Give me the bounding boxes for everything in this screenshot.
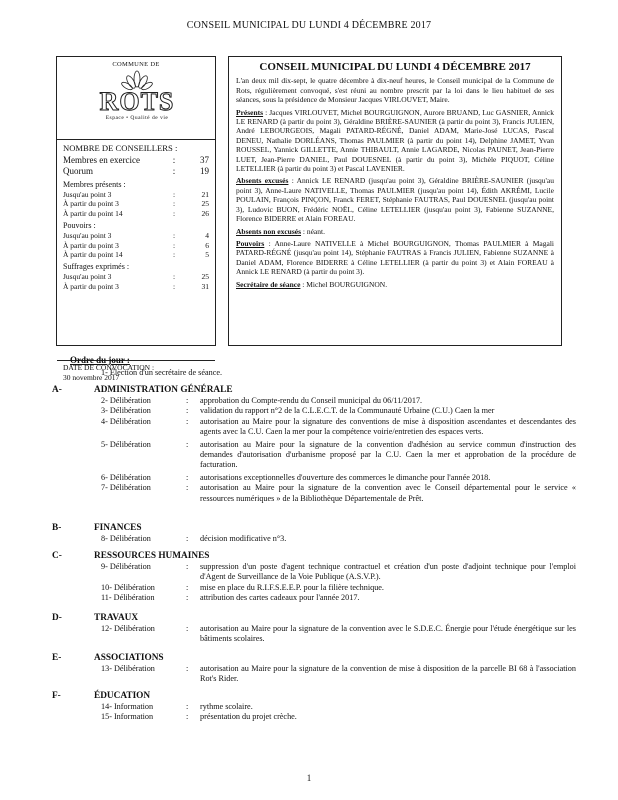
convocation-date: 30 novembre 2017 [63,372,120,382]
section-title: TRAVAUX [94,613,139,623]
stat-row: À partir du point 3 : 25 [63,199,209,209]
section-administration: A- ADMINISTRATION GÉNÉRALE 2- Délibération : approbation du Compte-rendu du Conseil municipal du 06/11/2017. 3- Délibération : validation du rapport n°2 de la C.L.E.C.T. de la Communauté Urbaine (C.U.) Caen la mer 4- Délibération : autorisation au Maire pour la signature des conventions de mise à disposition ascendantes et descendantes des agents avec la C.U. Caen la mer pour la compétence voirie/entretien des espaces verts. 5- Délibération : autorisation au Maire pour la signature de la convention d'adhésion au service commun d'instruction des demandes d'autorisation d'urbanisme proposé par la C.U. Caen la mer et approbation de la procédure de facturation. 6- Délibération : autorisations exceptionnelles d'ouverture des commerces le dimanche pour l'année 2018. 7- Délibération : autorisation au Maire pour la signature de la convention avec le Conseil départemental pour le service « ressources numériques » de la Bibliothèque Départementale de Prêt. [46,384,576,504]
seance-title: CONSEIL MUNICIPAL DU LUNDI 4 DÉCEMBRE 2017 [259,61,531,73]
logo-text: ROTS [99,87,175,116]
suffrages-title: Suffrages exprimés : [63,262,130,272]
stat-row: À partir du point 14 : 26 [63,208,209,218]
presents-title: Membres présents : [63,180,126,189]
agenda-item: 15- Information : présentation du projet crèche. [101,712,297,722]
rots-logo [77,69,197,123]
agenda-item: 5- Délibération : autorisation au Maire pour la signature de la convention d'adhésion au service commun d'instruction des demandes d'autorisation d'urbanisme proposé par la C.U. Caen la mer et approbation de la procédure de facturation. [101,439,576,470]
section-title: FINANCES [94,523,142,533]
stat-row: Jusqu'au point 3 : 21 [63,190,209,199]
section-associations: E- ASSOCIATIONS 13- Délibération : autorisation au Maire pour la signature de la convention de mise à disposition de la parcelle BI 68 à l'association Rot's Rider. [46,652,576,685]
divider [57,139,215,140]
membres-exercice-row: Membres en exercice : 37 [63,155,209,165]
conseillers-stats [63,143,213,291]
pouvoirs-paragraph: Pouvoirs : Anne-Laure NATIVELLE à Michel BOURGUIGNON, Thomas PAULMIER à Magali PATARD-RÉGNÉ (jusqu'au point 14), Stéphanie FAUTRAS à Francis JULIEN, Fabienne SUZANNE à Daniel ADAM, Florence BIDERRE à Céline LETELLIER (à partir du point 3) et Alain FOREAU à Annick LE RENARD (à partir du point 3). [236,238,554,277]
agenda-item: 10- Délibération : mise en place du R.I.F.S.E.E.P. pour la filière technique. [101,582,384,592]
section-title: ÉDUCATION [94,691,151,701]
commune-label: COMMUNE DE [112,61,160,68]
stat-row: Jusqu'au point 3 : 25 [63,272,209,282]
section-ressources-humaines: C- RESSOURCES HUMAINES 9- Délibération : suppression d'un poste d'agent technique contractuel et création d'un poste d'adjoint technique pour l'emploi d'Agent de Surveillance de la Voie Publique (A.S.V.P.). 10- Délibération : mise en place du R.I.F.S.E.E.P. pour la filière technique. 11- Délibération : attribution des cartes cadeaux pour l'année 2017. [46,550,576,604]
agenda-item: 12- Délibération : autorisation au Maire pour la signature de la convention avec le S.D.E.C. Énergie pour l'étude énergétique sur les bâtiments scolaires. [101,624,576,644]
secretaire-paragraph: Secrétaire de séance : Michel BOURGUIGNON. [236,279,388,289]
logo-tagline: Espace • Qualité de vie [105,115,169,121]
agenda-item: 7- Délibération : autorisation au Maire pour la signature de la convention avec le Conseil départemental pour le service « ressources numériques » de la Bibliothèque Départementale de Prêt. [101,483,576,503]
section-title: RESSOURCES HUMAINES [94,551,210,561]
stat-row: À partir du point 3 : 6 [63,240,209,250]
agenda-item: 9- Délibération : suppression d'un poste d'agent technique contractuel et création d'un poste d'adjoint technique pour l'emploi d'Agent de Surveillance de la Voie Publique (A.S.V.P.). [101,562,576,582]
intro-paragraph: L'an deux mil dix-sept, le quatre décembre à dix-neuf heures, le Conseil municipal de la Commune de Rots, régulièrement convoqué, s'est réuni au nombre prescrit par la loi dans le lieu habituel de ses séances, sous la présidence de Monsieur Jacques VIRLOUVET, Maire. [236,76,554,105]
section-title: ASSOCIATIONS [94,653,164,663]
page-header: CONSEIL MUNICIPAL DU LUNDI 4 DÉCEMBRE 2017 [186,20,432,31]
agenda-item: 8- Délibération : décision modificative n°3. [101,534,287,543]
seance-summary-box [228,56,562,346]
agenda-item-1: 1- Élection d'un secrétaire de séance. [101,368,223,377]
agenda-item: 6- Délibération : autorisations exceptionnelles d'ouverture des commerces le dimanche pour l'année 2018. [101,472,491,482]
pouvoirs-title: Pouvoirs : [63,221,96,231]
ordre-du-jour-title: Ordre du jour : [70,355,130,365]
quorum-row: Quorum : 19 [63,166,209,176]
convocation-title: DATE DE CONVOCATION : [63,363,155,372]
agenda-item: 4- Délibération : autorisation au Maire pour la signature des conventions de mise à disposition ascendantes et descendantes des agents avec la C.U. Caen la mer pour la compétence voirie/entretien des espaces verts. [101,416,576,437]
section-finances: B- FINANCES 8- Délibération : décision modificative n°3. [46,522,576,544]
agenda-item: 3- Délibération : validation du rapport n°2 de la C.L.E.C.T. de la Communauté Urbaine (C.U.) Caen la mer [101,406,495,416]
stat-row: À partir du point 14 : 5 [63,250,209,260]
agenda-item: 2- Délibération : approbation du Compte-rendu du Conseil municipal du 06/11/2017. [101,396,423,405]
non-excuses-paragraph: Absents non excusés : néant. [236,226,325,236]
agenda-item: 14- Information : rythme scolaire. [101,702,253,711]
section-title: ADMINISTRATION GÉNÉRALE [94,385,233,395]
stat-row: À partir du point 3 : 31 [63,281,209,291]
agenda-item: 13- Délibération : autorisation au Maire pour la signature de la convention de mise à disposition de la parcelle BI 68 à l'association Rot's Rider. [101,664,576,684]
stat-row: Jusqu'au point 3 : 4 [63,231,209,241]
section-travaux: D- TRAVAUX 12- Délibération : autorisation au Maire pour la signature de la convention avec le S.D.E.C. Énergie pour l'étude énergétique sur les bâtiments scolaires. [46,612,576,645]
excuses-paragraph: Absents excusés : Annick LE RENARD (jusqu'au point 3), Géraldine BRIÈRE-SAUNIER (jusqu'au point 3), Anne-Laure NATIVELLE, Thomas PAULMIER (jusqu'au point 14), Édith AKRÉMI, Lucile POULAIN, François PINÇON, Franck FERET, Stéphanie FAUTRAS, Paul DOUESNEL (jusqu'au point 3), Ludovic BUON, Frédéric NOËL, Céline LETELLIER (jusqu'au point 3), Fabienne SUZANNE, Florence BIDERRE et Alain FOREAU. [236,176,554,224]
presents-paragraph: Présents : Jacques VIRLOUVET, Michel BOURGUIGNON, Aurore BRUAND, Luc GASNIER, Annick LE RENARD (à partir du point 3), Géraldine BRIÈRE-SAUNIER (à partir du point 3), Francis JULIEN, André LEBOURGEOIS, Magali PATARD-RÉGNÉ, Daniel ADAM, Marie-José LUCAS, Pascal DENEU, Nathalie DORLÉANS, Thomas PAULMIER (à partir du point 14), Delphine JAMET, Yvan ROUSSEL, Yannick GILLETTE, Annie THIBAULT, Annie LAGARDE, Nicolas PAUNET, Jean-Pierre LUET, Jean-Pierre DANIEL, Paul DOUESNEL (à partir du point 3), Michèle PIQUOT, Céline LETELLIER (à partir du point 3) et Pascal LAVENIER. [236,107,554,174]
nombre-title: NOMBRE DE CONSEILLERS : [63,143,178,153]
agenda-item: 11- Délibération : attribution des cartes cadeaux pour l'année 2017. [101,593,360,603]
section-education: F- ÉDUCATION 14- Information : rythme scolaire. 15- Information : présentation du projet crèche. [46,690,576,723]
page-number: 1 [306,773,312,783]
